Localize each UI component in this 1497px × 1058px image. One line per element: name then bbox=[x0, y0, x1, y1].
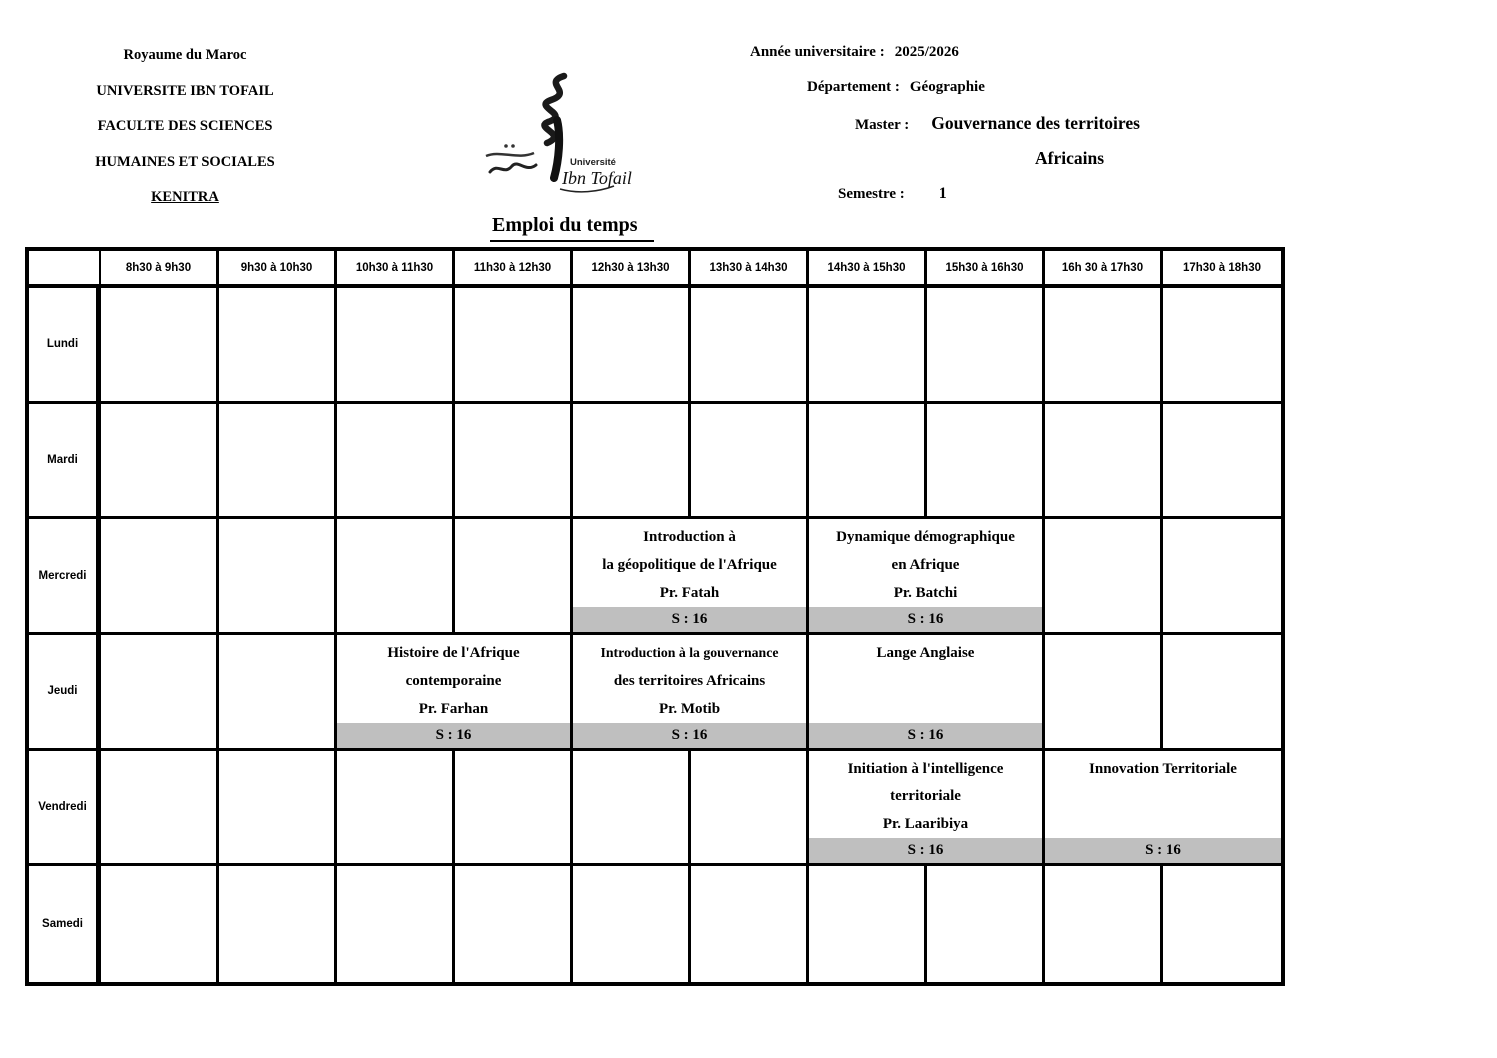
course-title-line1: Histoire de l'Afrique bbox=[387, 644, 520, 661]
empty-cell bbox=[455, 519, 573, 635]
empty-cell bbox=[219, 866, 337, 982]
time-slot-header-5: 12h30 à 13h30 bbox=[573, 251, 691, 288]
institution-faculty-line1: FACULTE DES SCIENCES bbox=[97, 118, 273, 134]
empty-cell bbox=[101, 288, 219, 404]
empty-cell bbox=[337, 751, 455, 867]
empty-cell bbox=[1045, 288, 1163, 404]
course-cell-mercredi-demographie bbox=[809, 519, 1045, 635]
empty-cell bbox=[455, 404, 573, 520]
course-title-line2: des territoires Africains bbox=[613, 672, 766, 689]
empty-cell bbox=[1163, 519, 1281, 635]
empty-cell bbox=[573, 751, 691, 867]
institution-block bbox=[87, 40, 283, 218]
room-badge: S : 16 bbox=[809, 838, 1042, 863]
course-professor: Pr. Fatah bbox=[659, 584, 720, 601]
course-cell-vendredi-innovation bbox=[1045, 751, 1281, 867]
empty-cell bbox=[337, 519, 455, 635]
time-slot-header-2: 9h30 à 10h30 bbox=[219, 251, 337, 288]
empty-cell bbox=[455, 866, 573, 982]
empty-cell bbox=[219, 404, 337, 520]
empty-cell bbox=[219, 751, 337, 867]
institution-city bbox=[87, 182, 283, 218]
empty-cell bbox=[1045, 866, 1163, 982]
empty-cell bbox=[1163, 635, 1281, 751]
logo-alif-stroke bbox=[554, 120, 559, 178]
course-cell-jeudi-anglais bbox=[809, 635, 1045, 751]
course-title-line2 bbox=[1047, 785, 1279, 807]
master-value-line1: Gouvernance des territoires bbox=[931, 113, 1140, 133]
course-professor: Pr. Farhan bbox=[418, 700, 489, 717]
time-slot-header-1: 8h30 à 9h30 bbox=[101, 251, 219, 288]
logo-ibn-tofail-text: Ibn Tofail bbox=[562, 168, 632, 188]
room-badge: S : 16 bbox=[573, 607, 806, 632]
course-cell-jeudi-histoire bbox=[337, 635, 573, 751]
empty-cell bbox=[691, 404, 809, 520]
course-text bbox=[809, 751, 1042, 839]
semestre-value: 1 bbox=[938, 185, 947, 202]
empty-cell bbox=[1163, 866, 1281, 982]
empty-cell bbox=[101, 635, 219, 751]
master-value-line2-text: Africains bbox=[1035, 148, 1105, 168]
course-title-line2: territoriale bbox=[890, 788, 961, 805]
departement-value: Géographie bbox=[909, 79, 985, 95]
day-cell-vendredi: Vendredi bbox=[29, 751, 101, 867]
day-cell-jeudi: Jeudi bbox=[29, 635, 101, 751]
empty-cell bbox=[101, 751, 219, 867]
course-professor bbox=[1047, 813, 1279, 835]
empty-cell bbox=[337, 288, 455, 404]
room-badge: S : 16 bbox=[1045, 838, 1281, 863]
empty-cell bbox=[101, 404, 219, 520]
course-professor: Pr. Laaribiya bbox=[882, 816, 969, 833]
empty-cell bbox=[1163, 288, 1281, 404]
course-title-line1: Introduction à bbox=[643, 529, 736, 546]
room-badge: S : 16 bbox=[337, 723, 570, 748]
room-badge: S : 16 bbox=[809, 607, 1042, 632]
empty-cell bbox=[1045, 635, 1163, 751]
empty-cell bbox=[809, 288, 927, 404]
empty-cell bbox=[809, 404, 927, 520]
empty-cell bbox=[809, 866, 927, 982]
course-cell-jeudi-gouvernance bbox=[573, 635, 809, 751]
empty-cell bbox=[219, 519, 337, 635]
empty-cell bbox=[337, 404, 455, 520]
time-slot-header-8: 15h30 à 16h30 bbox=[927, 251, 1045, 288]
time-slot-header-6: 13h30 à 14h30 bbox=[691, 251, 809, 288]
empty-cell bbox=[101, 519, 219, 635]
day-cell-mardi: Mardi bbox=[29, 404, 101, 520]
course-cell-vendredi-intelligence bbox=[809, 751, 1045, 867]
course-title-line1: Initiation à l'intelligence bbox=[847, 760, 1004, 777]
empty-cell bbox=[455, 751, 573, 867]
institution-university: UNIVERSITE IBN TOFAIL bbox=[96, 82, 274, 99]
master-value-line2 bbox=[1035, 148, 1104, 169]
departement-label: Département : bbox=[807, 79, 900, 95]
empty-cell bbox=[927, 404, 1045, 520]
universite-ibn-tofail-logo bbox=[476, 70, 632, 210]
course-title-line1: Innovation Territoriale bbox=[1089, 760, 1237, 777]
course-title-line1: Dynamique démographique bbox=[836, 529, 1015, 546]
course-professor bbox=[811, 698, 1040, 720]
empty-cell bbox=[691, 866, 809, 982]
empty-cell bbox=[101, 866, 219, 982]
day-cell-mercredi: Mercredi bbox=[29, 519, 101, 635]
timetable bbox=[25, 247, 1285, 986]
time-slot-header-3: 10h30 à 11h30 bbox=[337, 251, 455, 288]
logo-dot bbox=[504, 144, 508, 148]
logo-universite-text: Université bbox=[570, 157, 616, 168]
institution-city-text: KENITRA bbox=[151, 189, 219, 205]
day-cell-lundi: Lundi bbox=[29, 288, 101, 404]
course-title-line2: en Afrique bbox=[891, 557, 960, 574]
departement-line bbox=[807, 79, 985, 96]
empty-cell bbox=[573, 866, 691, 982]
empty-cell bbox=[573, 288, 691, 404]
logo-graphic bbox=[476, 70, 632, 210]
empty-cell bbox=[691, 751, 809, 867]
course-professor: Pr. Batchi bbox=[893, 584, 958, 601]
course-text bbox=[573, 635, 806, 723]
room-badge: S : 16 bbox=[809, 723, 1042, 748]
master-line bbox=[855, 113, 1140, 134]
course-title-line2: contemporaine bbox=[405, 672, 502, 689]
annee-universitaire-line bbox=[750, 44, 959, 61]
course-text bbox=[1045, 751, 1281, 839]
course-title-line1: Lange Anglaise bbox=[876, 644, 975, 661]
course-professor: Pr. Motib bbox=[658, 700, 721, 717]
course-text bbox=[573, 519, 806, 607]
corner-cell bbox=[29, 251, 101, 288]
room-badge: S : 16 bbox=[573, 723, 806, 748]
empty-cell bbox=[1045, 404, 1163, 520]
time-slot-header-10: 17h30 à 18h30 bbox=[1163, 251, 1281, 288]
semestre-label: Semestre : bbox=[838, 186, 905, 202]
empty-cell bbox=[573, 404, 691, 520]
empty-cell bbox=[691, 288, 809, 404]
course-title-line2 bbox=[811, 670, 1040, 692]
empty-cell bbox=[927, 866, 1045, 982]
page-title: Emploi du temps bbox=[490, 214, 654, 242]
empty-cell bbox=[337, 866, 455, 982]
course-title-line1: Introduction à la gouvernance bbox=[600, 644, 779, 660]
annee-universitaire-value: 2025/2026 bbox=[894, 44, 959, 60]
time-slot-header-9: 16h 30 à 17h30 bbox=[1045, 251, 1163, 288]
semestre-line bbox=[838, 185, 947, 203]
course-title-line2: la géopolitique de l'Afrique bbox=[602, 557, 777, 574]
empty-cell bbox=[1163, 404, 1281, 520]
empty-cell bbox=[927, 288, 1045, 404]
course-text bbox=[337, 635, 570, 723]
day-cell-samedi: Samedi bbox=[29, 866, 101, 982]
institution-faculty-line2: HUMAINES ET SOCIALES bbox=[95, 153, 275, 170]
course-text bbox=[809, 635, 1042, 723]
master-label: Master : bbox=[855, 117, 910, 133]
course-cell-mercredi-geopolitique bbox=[573, 519, 809, 635]
empty-cell bbox=[455, 288, 573, 404]
empty-cell bbox=[219, 635, 337, 751]
time-slot-header-7: 14h30 à 15h30 bbox=[809, 251, 927, 288]
course-text bbox=[809, 519, 1042, 607]
institution-country: Royaume du Maroc bbox=[123, 47, 247, 63]
empty-cell bbox=[219, 288, 337, 404]
logo-arabic-line bbox=[486, 153, 534, 156]
annee-universitaire-label: Année universitaire : bbox=[750, 44, 885, 60]
logo-dot bbox=[511, 144, 515, 148]
empty-cell bbox=[1045, 519, 1163, 635]
logo-arabic-squiggle bbox=[490, 164, 536, 172]
time-slot-header-4: 11h30 à 12h30 bbox=[455, 251, 573, 288]
